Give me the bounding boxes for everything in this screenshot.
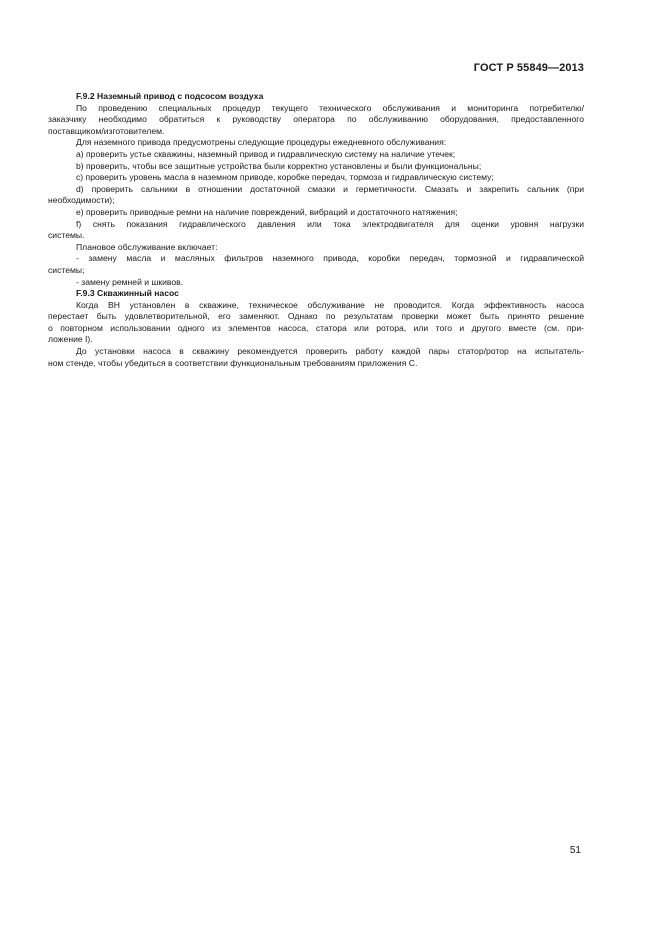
text-line: необходимости); [48,195,115,206]
text-line: Плановое обслуживание включает: [76,241,218,252]
text-line: системы. [48,230,85,241]
text-line: о повторном использовании одного из элементов насоса, статора или ротора, или того и другого вместе (см. при- [48,322,584,333]
text-line: ложение I). [48,334,93,345]
text-line: f) снять показания гидравлического давления или тока электродвигателя для оценки уровня нагрузки [76,218,584,229]
text-line: ном стенде, чтобы убедиться в соответствии функциональным требованиям приложения C. [48,357,418,368]
text-line: До установки насоса в скважину рекомендуется проверить работу каждой пары статор/ротор на испытатель- [76,346,584,357]
text-line: - замену ремней и шкивов. [76,276,184,287]
document-body [48,91,584,369]
standard-code: ГОСТ Р 55849—2013 [473,62,584,74]
text-line: d) проверить сальники в отношении достаточной смазки и герметичности. Смазать и закрепить сальник (при [76,183,584,194]
text-line: - замену масла и масляных фильтров наземного привода, коробки передач, тормозной и гидравлической [76,253,584,264]
text-line: системы; [48,264,85,275]
page-number: 51 [569,845,581,856]
text-line: перестает быть удовлетворительной, его заменяют. Однако по результатам проверки может быть принято решение [48,311,584,322]
text-line: e) проверить приводные ремни на наличие повреждений, вибраций и достаточного натяжения; [76,206,458,217]
section-heading: F.9.3 Скважинный насос [76,288,179,299]
text-line: заказчику необходимо обратиться к руководству оператора по обслуживанию оборудования, предоставленного [48,114,584,125]
text-line: поставщиком/изготовителем. [48,125,165,136]
text-line: b) проверить, чтобы все защитные устройства были корректно установлены и были функциональны; [76,160,482,171]
text-line: Когда ВН установлен в скважине, техническое обслуживание не проводится. Когда эффективность насоса [76,299,584,310]
text-line: а) проверить устье скважины, наземный привод и гидравлическую систему на наличие утечек; [76,148,456,159]
text-line: По проведению специальных процедур текущего технического обслуживания и мониторинга потребителю/ [76,102,584,113]
text-line: c) проверить уровень масла в наземном приводе, коробке передач, тормоза и гидравлическую систему; [76,172,494,183]
section-heading: F.9.2 Наземный привод с подсосом воздуха [76,91,264,101]
text-line: Для наземного привода предусмотрены следующие процедуры ежедневного обслуживания: [76,137,447,148]
